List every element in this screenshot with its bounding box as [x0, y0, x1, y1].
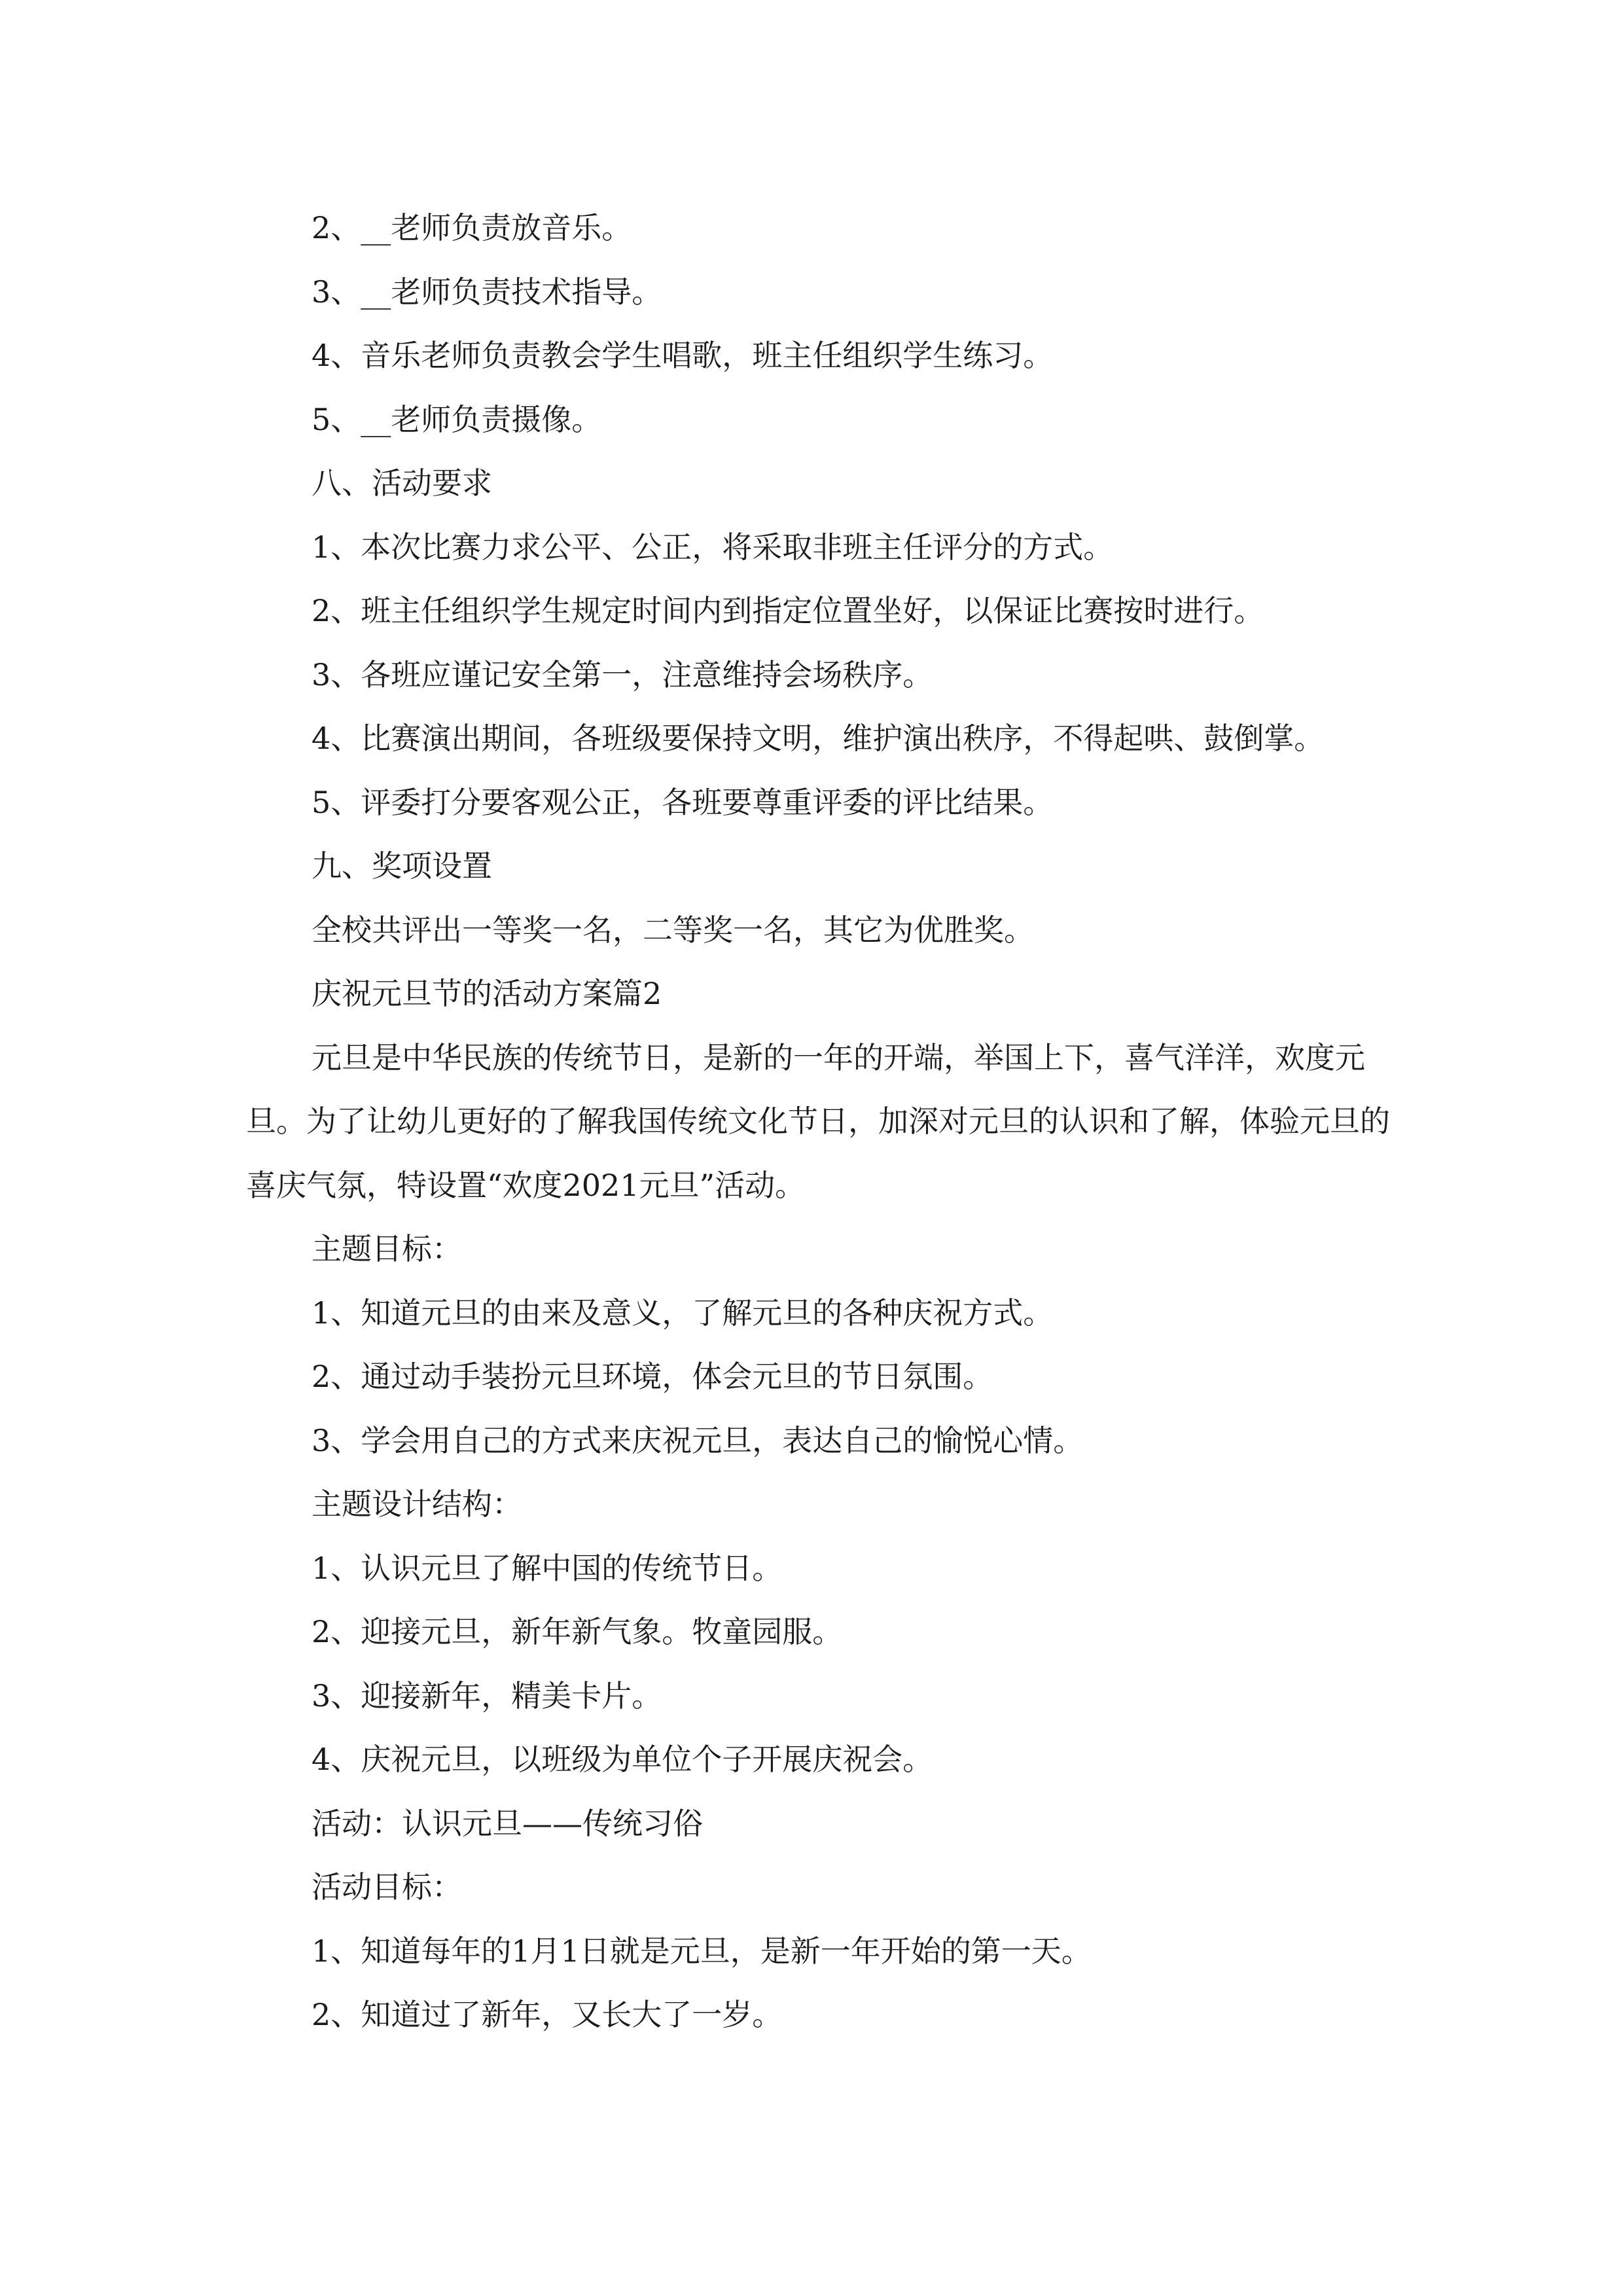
- list-item-activity-goal-2: 2、知道过了新年，又长大了一岁。: [312, 1997, 783, 2032]
- section-heading-requirements: 八、活动要求: [312, 465, 492, 501]
- list-item-teacher-music: 2、__老师负责放音乐。: [312, 210, 632, 245]
- list-item-teacher-video: 5、__老师负责摄像。: [312, 401, 602, 437]
- intro-paragraph: 元旦是中华民族的传统节日，是新的一年的开端，举国上下，喜气洋洋，欢度元旦。为了让幼儿更好的了解我国传统文化节日，加深对元旦的认识和了解，体验元旦的喜庆气氛，特设置“欢度2021元旦”活动。: [246, 1039, 1390, 1203]
- list-item-goal-2: 2、通过动手装扮元旦环境，体会元旦的节日氛围。: [312, 1359, 993, 1394]
- list-item-music-teacher: 4、音乐老师负责教会学生唱歌，班主任组织学生练习。: [312, 338, 1054, 373]
- list-item-requirement-5: 5、评委打分要客观公正，各班要尊重评委的评比结果。: [312, 784, 1054, 820]
- list-item-activity-goal-1: 1、知道每年的1月1日就是元旦，是新一年开始的第一天。: [312, 1933, 1092, 1969]
- section-heading-goals: 主题目标：: [312, 1231, 462, 1266]
- awards-paragraph: 全校共评出一等奖一名，二等奖一名，其它为优胜奖。: [312, 912, 1034, 948]
- list-item-goal-3: 3、学会用自己的方式来庆祝元旦，表达自己的愉悦心情。: [312, 1422, 1084, 1458]
- section-heading-activity-goals: 活动目标：: [312, 1869, 462, 1905]
- activity-heading: 活动：认识元旦——传统习俗: [312, 1805, 703, 1841]
- list-item-structure-4: 4、庆祝元旦，以班级为单位个子开展庆祝会。: [312, 1742, 933, 1777]
- list-item-goal-1: 1、知道元旦的由来及意义，了解元旦的各种庆祝方式。: [312, 1295, 1054, 1331]
- list-item-structure-2: 2、迎接元旦，新年新气象。牧童园服。: [312, 1614, 843, 1649]
- document-body: [246, 196, 1398, 2047]
- list-item-requirement-4: 4、比赛演出期间，各班级要保持文明，维护演出秩序，不得起哄、鼓倒掌。: [312, 721, 1325, 756]
- section-heading-structure: 主题设计结构：: [312, 1486, 522, 1522]
- list-item-teacher-tech: 3、__老师负责技术指导。: [312, 274, 662, 310]
- list-item-structure-1: 1、认识元旦了解中国的传统节日。: [312, 1550, 783, 1586]
- section-heading-awards: 九、奖项设置: [312, 848, 492, 884]
- list-item-requirement-1: 1、本次比赛力求公平、公正，将采取非班主任评分的方式。: [312, 529, 1114, 565]
- article-title-part2: 庆祝元旦节的活动方案篇2: [312, 976, 662, 1011]
- list-item-requirement-2: 2、班主任组织学生规定时间内到指定位置坐好，以保证比赛按时进行。: [312, 593, 1264, 628]
- list-item-requirement-3: 3、各班应谨记安全第一，注意维持会场秩序。: [312, 656, 933, 692]
- list-item-structure-3: 3、迎接新年，精美卡片。: [312, 1677, 662, 1713]
